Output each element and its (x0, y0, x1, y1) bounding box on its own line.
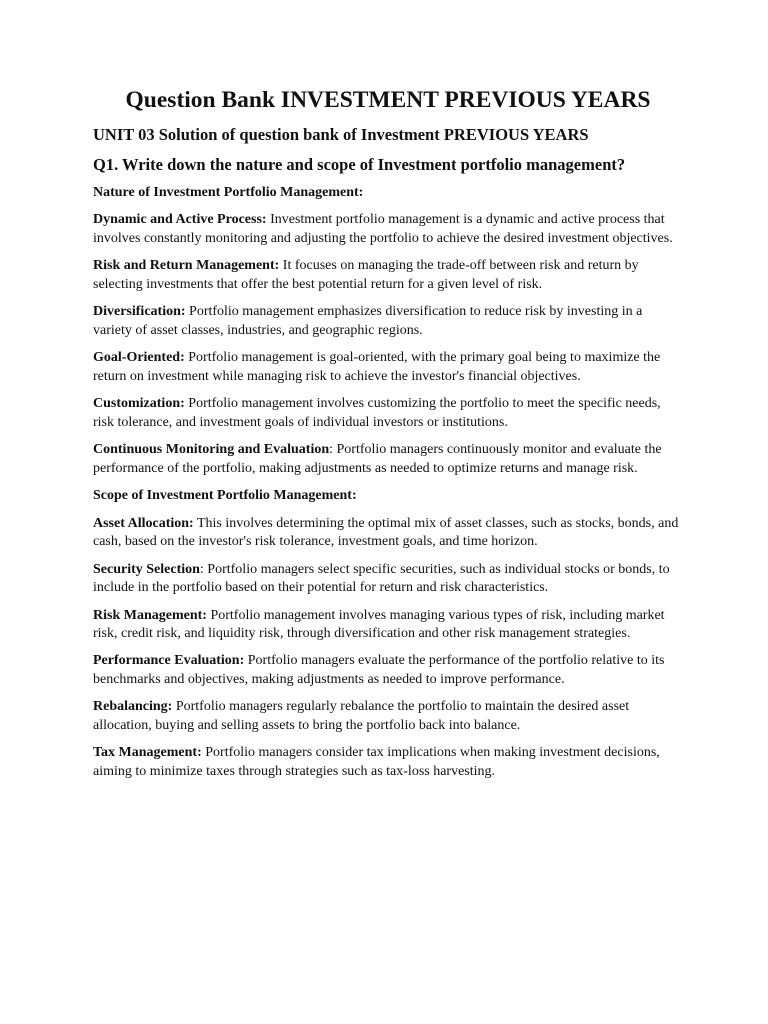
scope-item-asset-allocation (93, 515, 683, 552)
nature-item-text: Investment portfolio management is a dynamic and active process that involves constantly monitoring and adjusting the portfolio to achieve the desired investment objectives. (93, 212, 673, 246)
scope-item-term: Risk Management: (93, 607, 207, 623)
unit-heading: UNIT 03 Solution of question bank of Investment PREVIOUS YEARS (93, 125, 589, 145)
scope-item-text: Portfolio managers regularly rebalance the portfolio to maintain the desired asset allocation, buying and selling assets to bring the portfolio back into balance. (93, 699, 630, 733)
nature-item-monitoring (93, 441, 683, 478)
nature-item-term: Continuous Monitoring and Evaluation (93, 442, 330, 458)
scope-item-performance-evaluation (93, 652, 683, 689)
nature-item-diversification (93, 303, 683, 340)
scope-item-term: Asset Allocation: (93, 515, 194, 531)
nature-item-term: Goal-Oriented: (93, 350, 185, 366)
scope-item-text: Portfolio management involves managing various types of risk, including market risk, credit risk, and liquidity risk, through diversification and other risk management strategies. (93, 607, 665, 641)
document-title: Question Bank INVESTMENT PREVIOUS YEARS (125, 87, 651, 113)
scope-item-term: Rebalancing: (93, 699, 173, 715)
document-page (93, 86, 683, 790)
nature-item-text: Portfolio management involves customizing the portfolio to meet the specific needs, risk tolerance, and investment goals of individual investors or institutions. (93, 396, 661, 430)
scope-item-text: This involves determining the optimal mix of asset classes, such as stocks, bonds, and cash, based on the investor's risk tolerance, investment goals, and time horizon. (93, 515, 679, 549)
nature-item-customization (93, 395, 683, 432)
question-heading: Q1. Write down the nature and scope of Investment portfolio management? (93, 154, 626, 174)
nature-item-term: Dynamic and Active Process: (93, 212, 267, 228)
nature-item-text: : Portfolio managers continuously monitor and evaluate the performance of the portfolio, making adjustments as needed to optimize returns and manage risk. (93, 442, 662, 476)
scope-item-security-selection (93, 561, 683, 598)
scope-section-heading: Scope of Investment Portfolio Management: (93, 488, 357, 504)
nature-item-term: Risk and Return Management: (93, 258, 280, 274)
scope-item-rebalancing (93, 698, 683, 735)
nature-item-text: Portfolio management is goal-oriented, with the primary goal being to maximize the return on investment while managing risk to achieve the investor's financial objectives. (93, 350, 661, 384)
scope-item-term: Security Selection (93, 561, 200, 577)
scope-item-text: Portfolio managers evaluate the performance of the portfolio relative to its benchmarks and objectives, making adjustments as needed to improve performance. (93, 653, 665, 687)
nature-item-risk-return (93, 257, 683, 294)
nature-section-heading: Nature of Investment Portfolio Management: (93, 185, 364, 201)
scope-item-term: Performance Evaluation: (93, 653, 245, 669)
nature-item-dynamic-process (93, 211, 683, 248)
nature-item-text: Portfolio management emphasizes diversification to reduce risk by investing in a variety of asset classes, industries, and geographic regions. (93, 304, 643, 338)
nature-item-text: It focuses on managing the trade-off between risk and return by selecting investments that offer the best potential return for a given level of risk. (93, 258, 639, 292)
scope-item-term: Tax Management: (93, 745, 202, 761)
scope-item-text: Portfolio managers consider tax implications when making investment decisions, aiming to minimize taxes through strategies such as tax-loss harvesting. (93, 745, 660, 779)
scope-item-tax-management (93, 744, 683, 781)
scope-item-text: : Portfolio managers select specific securities, such as individual stocks or bonds, to include in the portfolio based on their potential for return and risk characteristics. (93, 561, 670, 595)
scope-item-risk-management (93, 607, 683, 644)
nature-item-goal-oriented (93, 349, 683, 386)
nature-item-term: Diversification: (93, 304, 186, 320)
nature-item-term: Customization: (93, 396, 185, 412)
